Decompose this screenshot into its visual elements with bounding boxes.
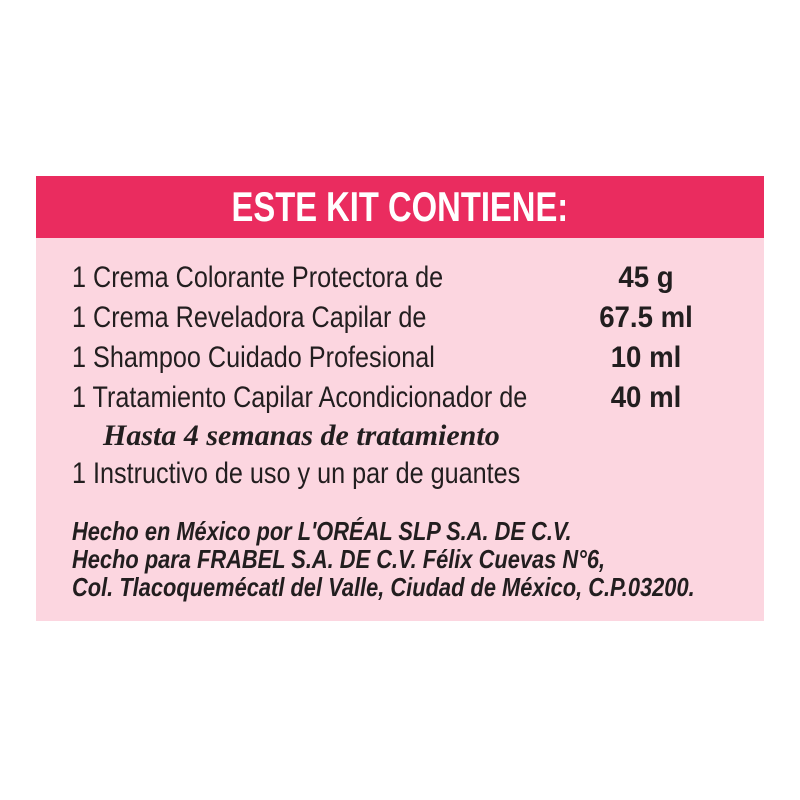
list-item [36, 258, 764, 298]
contents-list [36, 258, 764, 494]
card-header-title: ESTE KIT CONTIENE: [231, 183, 569, 230]
item-label: 1 Crema Reveladora Capilar de [72, 301, 427, 334]
manufacturer-line: Hecho en México por L'ORÉAL SLP S.A. DE C.V. [72, 516, 572, 546]
card-header-band [36, 176, 764, 238]
item-value: 67.5 ml [599, 301, 693, 334]
manufacturer-line: Hecho para FRABEL S.A. DE C.V. Félix Cuevas N°6, [72, 544, 606, 574]
list-item [36, 454, 764, 494]
item-label: 1 Shampoo Cuidado Profesional [72, 341, 435, 374]
item-label: 1 Instructivo de uso y un par de guantes [72, 457, 521, 490]
kit-contents-card [36, 176, 764, 621]
item-label: 1 Tratamiento Capilar Acondicionador de [72, 381, 528, 414]
manufacturer-info [72, 517, 764, 601]
list-item [36, 338, 764, 378]
item-value: 45 g [618, 261, 674, 294]
note-text: Hasta 4 semanas de tratamiento [103, 419, 500, 452]
list-item [36, 298, 764, 338]
item-value: 40 ml [610, 381, 682, 414]
item-label: 1 Crema Colorante Protectora de [72, 261, 444, 294]
treatment-duration-note [36, 418, 764, 454]
list-item [36, 378, 764, 418]
item-value: 10 ml [610, 341, 682, 374]
manufacturer-line: Col. Tlacoquemécatl del Valle, Ciudad de México, C.P.03200. [72, 572, 695, 602]
